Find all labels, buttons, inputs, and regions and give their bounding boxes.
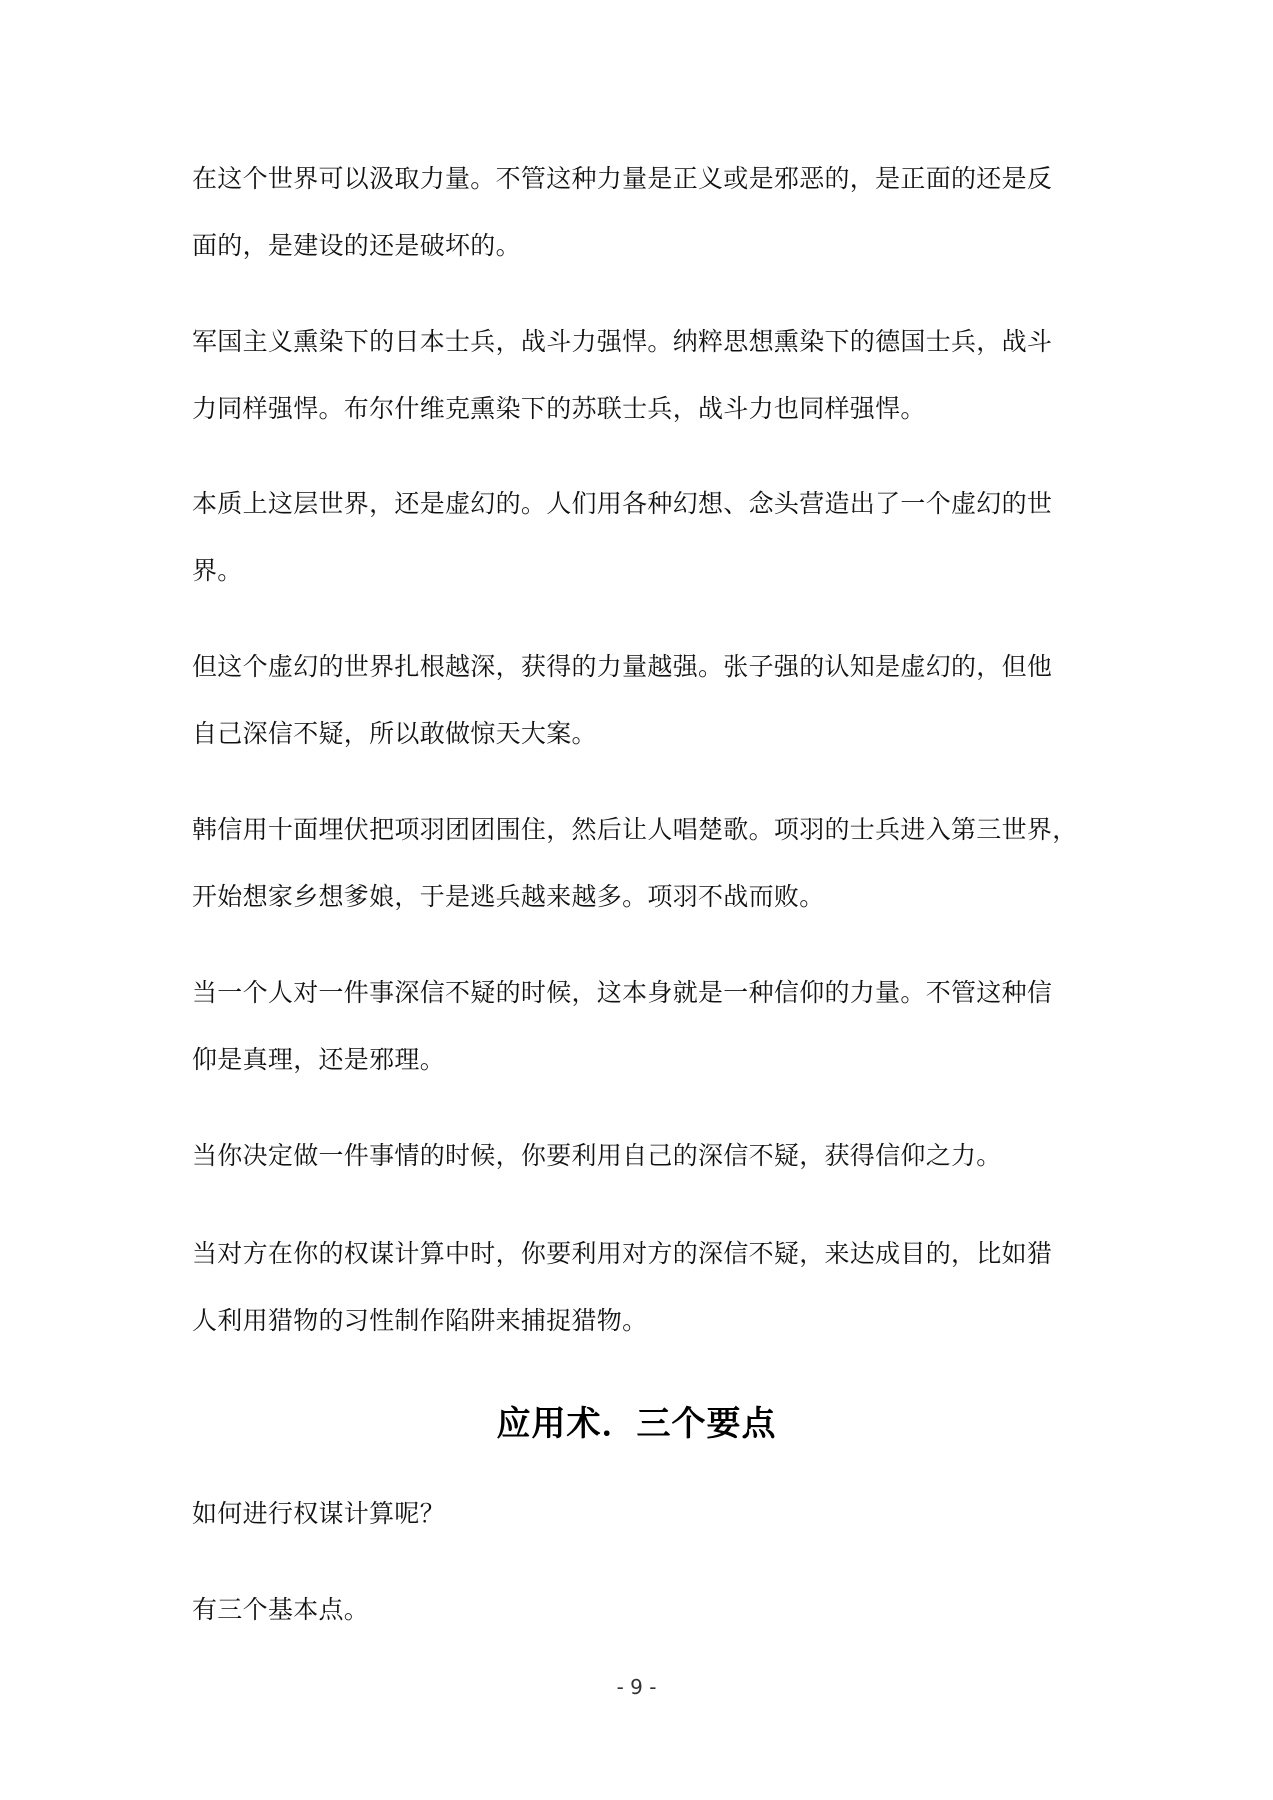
- text-line: 自己深信不疑，所以敢做惊天大案。: [192, 719, 597, 748]
- section-heading: 应用术．三个要点: [496, 1404, 777, 1444]
- text-line: 界。: [192, 556, 243, 585]
- paragraph: [192, 633, 1092, 767]
- paragraph: [192, 1122, 1092, 1189]
- text-line: 本质上这层世界，还是虚幻的。人们用各种幻想、念头营造出了一个虚幻的世: [192, 489, 1053, 518]
- text-line: 在这个世界可以汲取力量。不管这种力量是正义或是邪恶的，是正面的还是反: [192, 164, 1053, 193]
- text-line: 当一个人对一件事深信不疑的时候，这本身就是一种信仰的力量。不管这种信: [192, 978, 1053, 1007]
- paragraph: [192, 308, 1092, 442]
- page-number: - 9 -: [616, 1675, 657, 1699]
- text-line: 有三个基本点。: [192, 1595, 370, 1624]
- paragraph: [192, 1576, 1092, 1643]
- text-line: 人利用猎物的习性制作陷阱来捕捉猎物。: [192, 1306, 648, 1335]
- text-line: 当对方在你的权谋计算中时，你要利用对方的深信不疑，来达成目的，比如猎: [192, 1239, 1053, 1268]
- paragraph: [192, 470, 1092, 604]
- text-line: 但这个虚幻的世界扎根越深，获得的力量越强。张子强的认知是虚幻的，但他: [192, 652, 1053, 681]
- text-line: 开始想家乡想爹娘，于是逃兵越来越多。项羽不战而败。: [192, 882, 825, 911]
- text-line: 韩信用十面埋伏把项羽团团围住，然后让人唱楚歌。项羽的士兵进入第三世界，: [192, 815, 1078, 844]
- paragraph: [192, 145, 1092, 279]
- paragraph: [192, 796, 1092, 930]
- text-line: 当你决定做一件事情的时候，你要利用自己的深信不疑，获得信仰之力。: [192, 1141, 1002, 1170]
- text-line: 如何进行权谋计算呢？: [192, 1499, 446, 1528]
- text-line: 面的，是建设的还是破坏的。: [192, 231, 521, 260]
- paragraph: [192, 959, 1092, 1093]
- text-line: 仰是真理，还是邪理。: [192, 1045, 446, 1074]
- paragraph: [192, 1220, 1092, 1354]
- text-line: 力同样强悍。布尔什维克熏染下的苏联士兵，战斗力也同样强悍。: [192, 394, 926, 423]
- paragraph: [192, 1480, 1092, 1547]
- text-line: 军国主义熏染下的日本士兵，战斗力强悍。纳粹思想熏染下的德国士兵，战斗: [192, 327, 1053, 356]
